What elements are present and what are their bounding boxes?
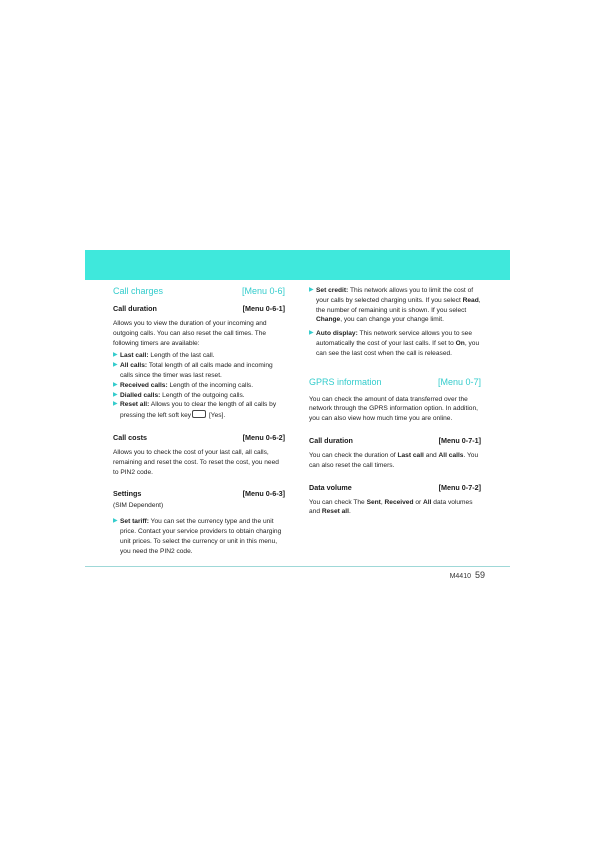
section-title: Call charges bbox=[113, 286, 164, 296]
credit-list bbox=[309, 286, 481, 359]
bullet-arrow-icon: ▶ bbox=[113, 352, 118, 359]
page-number: 59 bbox=[474, 570, 485, 580]
bullet-arrow-icon: ▶ bbox=[113, 362, 118, 369]
list-item: ▶ Received calls: Length of the incoming calls. bbox=[113, 381, 254, 389]
menu-ref: [Menu 0-6-3] bbox=[242, 489, 285, 499]
subsection-title: Call costs bbox=[113, 432, 147, 442]
right-column bbox=[309, 286, 481, 529]
bullet-arrow-icon: ▶ bbox=[113, 381, 118, 388]
subsection-settings bbox=[113, 489, 285, 498]
page-footer bbox=[450, 570, 485, 580]
menu-ref: [Menu 0-6] bbox=[241, 286, 285, 296]
footer-rule bbox=[85, 566, 510, 567]
list-item: ▶ Set tariff: You can set the currency type and the unit price. Contact your service providers to obtain charging unit prices. To select the currency or unit in this menu, you need the PIN2 code. bbox=[113, 518, 282, 555]
subsection-title: Data volume bbox=[309, 482, 352, 492]
timer-list bbox=[113, 351, 285, 421]
list-item: ▶ Set credit: This network allows you to limit the cost of your calls by selected charging units. If you select Read, the number of remaining unit is shown. If you select Change, you can change your change limit. bbox=[309, 287, 481, 324]
data-volume-desc: You can check The Sent, Received or All data volumes and Reset all. bbox=[309, 498, 473, 516]
menu-ref: [Menu 0-6-1] bbox=[242, 304, 285, 313]
subsection-gprs-call-duration bbox=[309, 436, 481, 445]
menu-ref: [Menu 0-6-2] bbox=[242, 432, 285, 442]
section-title: GPRS information bbox=[309, 376, 382, 387]
subsection-call-duration bbox=[113, 304, 285, 313]
list-item: ▶ Auto display: This network service allows you to see automatically the cost of your last calls. If set to On, you can see the last cost when the call is released. bbox=[309, 330, 480, 357]
bullet-arrow-icon: ▶ bbox=[113, 391, 118, 398]
section-call-charges bbox=[113, 286, 285, 296]
bullet-arrow-icon: ▶ bbox=[113, 401, 118, 408]
sim-note: (SIM Dependent) bbox=[113, 502, 164, 510]
list-item: ▶ Dialled calls: Length of the outgoing calls. bbox=[113, 391, 245, 399]
settings-list bbox=[113, 517, 285, 556]
subsection-title: Call duration bbox=[309, 435, 353, 445]
subsection-title: Call duration bbox=[113, 304, 157, 313]
menu-ref: [Menu 0-7-2] bbox=[438, 482, 481, 492]
list-item: ▶ Reset all: Allows you to clear the length of all calls by pressing the left soft key [Yes]. bbox=[113, 401, 277, 420]
soft-key-icon bbox=[192, 410, 206, 418]
subsection-call-costs bbox=[113, 433, 285, 442]
gprs-call-duration-desc: You can check the duration of Last call and All calls. You can also reset the call timers. bbox=[309, 451, 479, 469]
bullet-arrow-icon: ▶ bbox=[113, 518, 118, 525]
bullet-arrow-icon: ▶ bbox=[309, 330, 314, 337]
call-costs-desc: Allows you to check the cost of your last call, all calls, remaining and reset the cost. To reset the cost, you need to PIN2 code. bbox=[113, 448, 279, 476]
subsection-title: Settings bbox=[113, 489, 142, 499]
subsection-data-volume bbox=[309, 483, 481, 492]
gprs-desc: You can check the amount of data transferred over the network through the GPRS information option. In addition, you can also view how much time you are online. bbox=[309, 395, 478, 423]
menu-ref: [Menu 0-7] bbox=[437, 376, 481, 387]
header-band bbox=[85, 250, 510, 280]
section-gprs-information bbox=[309, 377, 481, 387]
bullet-arrow-icon: ▶ bbox=[309, 287, 314, 293]
menu-ref: [Menu 0-7-1] bbox=[438, 435, 481, 445]
list-item: ▶ All calls: Total length of all calls made and incoming calls since the timer was last reset. bbox=[113, 362, 273, 379]
model-name: M4410 bbox=[449, 573, 471, 580]
list-item: ▶ Last call: Length of the last call. bbox=[113, 352, 215, 360]
call-duration-desc: Allows you to view the duration of your incoming and outgoing calls. You can also reset the call times. The following timers are available: bbox=[113, 320, 267, 347]
left-column bbox=[113, 286, 285, 568]
